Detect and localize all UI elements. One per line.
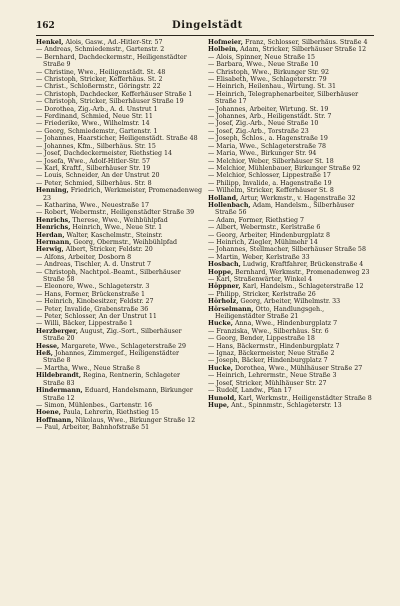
directory-entry <box>208 246 374 253</box>
directory-entry <box>36 328 202 343</box>
directory-entry <box>36 224 202 231</box>
directory-entry <box>36 202 202 209</box>
entry-details: — Josef, Zig.-Arb., Torstraße 23 <box>208 127 309 135</box>
directory-entry <box>208 61 374 68</box>
entry-details: — Joseph, Bäcker, Hindenburgplatz 7 <box>208 357 328 365</box>
entry-details: — Georg, Schmiedemstr., Gartenstr. 1 <box>36 127 158 135</box>
directory-entry <box>36 98 202 105</box>
entry-details: — Josef, Stricker, Mühlhäuser Str. 27 <box>208 379 327 387</box>
entry-details: — Christoph, Stricker, Kefferhäus. St. 2 <box>36 76 163 84</box>
directory-entry <box>208 328 374 335</box>
entry-surname: Henrichs, <box>36 216 71 224</box>
directory-entry <box>208 165 374 172</box>
directory-entry <box>36 232 202 239</box>
entry-details: Walter, Kaschelmstr., Steinstr. <box>64 231 163 239</box>
directory-entry <box>208 372 374 379</box>
directory-entry <box>36 76 202 83</box>
entry-surname: Hunold, <box>208 394 237 402</box>
entry-details: — Karl, Kraftf., Silberhäuser Str. 19 <box>36 164 151 172</box>
entry-details: — Martha, Wwe., Neue Straße 8 <box>36 364 141 372</box>
directory-entry <box>208 306 374 321</box>
entry-surname: Herwig, <box>36 246 64 254</box>
directory-entry <box>36 135 202 142</box>
directory-entry <box>208 39 374 46</box>
directory-entry <box>36 343 202 350</box>
entry-surname: Hoffmann, <box>36 416 74 424</box>
entry-details: — Georg, Bender, Lippestraße 18 <box>208 335 315 343</box>
directory-entry <box>36 417 202 424</box>
entry-details: — Barbara, Wwe., Neue Straße 10 <box>208 61 319 69</box>
entry-details: — Johannes, Stellmacher, Silberhäuser Straße 58 <box>208 246 366 254</box>
directory-entry <box>208 135 374 142</box>
entry-details: Artur, Werkmstr., v. Hagenstraße 32 <box>238 194 356 202</box>
directory-entry <box>36 69 202 76</box>
entry-details: Therese, Wwe., Weihbühlpfad <box>70 216 168 224</box>
entry-details: Eduard, Handelsmann, Birkunger Straße 12 <box>43 387 193 402</box>
directory-entry <box>36 165 202 172</box>
entry-details: — Josef, Dachdeckermeister, Riethstieg 14 <box>36 150 173 158</box>
entry-details: — Wilhelm, Stricker, Kefferhäuser St. 8 <box>208 187 334 195</box>
entry-details: — Christoph, Wwe., Birkunger Str. 92 <box>208 68 329 76</box>
entry-details: Bernhard, Werkmstr., Promenadenweg 23 <box>233 268 370 276</box>
directory-entry <box>208 291 374 298</box>
directory-entry <box>36 402 202 409</box>
entry-details: — Georg, Arbeiter, Hindenburgplatz 8 <box>208 231 330 239</box>
entry-details: — Karl, Straßenwärter, Winkel 4 <box>208 276 313 283</box>
entry-surname: Höppner, <box>208 283 241 291</box>
directory-entry <box>36 172 202 179</box>
directory-entry <box>208 46 374 53</box>
entry-details: — Philipp, Stricker, Kerlstraße 26 <box>208 290 316 298</box>
entry-surname: Heß, <box>36 350 53 358</box>
directory-entry <box>36 306 202 313</box>
directory-column-right <box>208 39 374 432</box>
entry-details: — Philipp, Invalide, a. Hagenstraße 19 <box>208 179 332 187</box>
entry-details: — Hans, Former, Brückenstraße 1 <box>36 290 145 298</box>
entry-details: — Maria, Wwe., Schlageterstraße 78 <box>208 142 327 150</box>
entry-surname: Holland, <box>208 194 239 202</box>
directory-entry <box>36 254 202 261</box>
directory-entry <box>208 143 374 150</box>
entry-details: — Franziska, Wwe., Silberhäus. Str. 6 <box>208 327 329 335</box>
directory-entry <box>208 298 374 305</box>
page-number: 162 <box>36 21 55 31</box>
directory-entry <box>208 254 374 261</box>
entry-details: Anna, Wwe., Hindenburgplatz 7 <box>232 320 338 328</box>
entry-details: — Ferdinand, Schmied, Neue Str. 11 <box>36 113 153 121</box>
directory-entry <box>36 46 202 53</box>
entry-details: — Louis, Schneider, An der Unstrut 20 <box>36 172 160 180</box>
directory-entry <box>36 143 202 150</box>
directory-entry <box>208 172 374 179</box>
directory-entry <box>208 239 374 246</box>
entry-surname: Hörselmann, <box>208 305 254 313</box>
entry-details: — Johannes, Arbeiter, Wirtung. St. 19 <box>208 105 329 113</box>
entry-details: — Peter, Invalide, Grabenstraße 36 <box>36 305 149 313</box>
directory-entry <box>36 269 202 284</box>
entry-surname: Hosbach, <box>208 261 241 269</box>
entry-details: — Dorothea, Zig.-Arb., A. d. Unstrut 1 <box>36 105 158 113</box>
entry-surname: Hupe, <box>208 401 230 409</box>
entry-details: — Robert, Webermstr., Heiligenstädter Straße 39 <box>36 209 195 217</box>
directory-entry <box>208 395 374 402</box>
directory-entry <box>208 380 374 387</box>
entry-details: Georg, Obermstr., Weihbühlpfad <box>71 238 178 246</box>
entry-details: Georg, Arbeiter, Wilhelmstr. 33 <box>238 298 341 306</box>
entry-details: Margarete, Wwe., Schlageterstraße 29 <box>59 342 186 350</box>
directory-entry <box>208 217 374 224</box>
directory-entry <box>36 83 202 90</box>
entry-surname: Hildebrandt, <box>36 372 82 380</box>
entry-details: — Friederike, Wwe., Wilhelmstr. 14 <box>36 120 150 128</box>
entry-details: Albert, Stricker, Feldstr. 20 <box>63 246 153 254</box>
entry-details: — Christoph, Dachdecker, Kefferhäuser Straße 1 <box>36 90 193 98</box>
entry-details: — Hans, Bäckermstr., Hindenburgplatz 7 <box>208 342 340 350</box>
entry-details: — Alfons, Arbeiter, Dosborn 8 <box>36 253 132 261</box>
directory-entry <box>36 365 202 372</box>
page-header <box>36 20 374 36</box>
entry-details: Paula, Lehrerin, Riethstieg 15 <box>60 409 159 417</box>
entry-details: — Ignaz, Bäckermeister, Neue Straße 2 <box>208 350 335 358</box>
directory-entry <box>208 402 374 409</box>
entry-surname: Hoppe, <box>208 268 234 276</box>
directory-entry <box>36 313 202 320</box>
entry-details: Franz, Schlosser, Silberhäus. Straße 4 <box>242 39 368 46</box>
entry-details: — Christine, Wwe., Heiligenstädt. St. 48 <box>36 68 166 76</box>
entry-details: — Paul, Arbeiter, Bahnhofstraße 51 <box>36 424 150 432</box>
entry-details: Ant., Spinnmstr., Schlageterstr. 13 <box>229 401 342 409</box>
directory-entry <box>36 150 202 157</box>
directory-entry <box>36 298 202 305</box>
entry-details: Regina, Rentnerin, Schlageter Straße 83 <box>43 372 180 387</box>
directory-entry <box>208 350 374 357</box>
directory-entry <box>208 283 374 290</box>
entry-details: — Simon, Mühlenbes., Gartenstr. 16 <box>36 401 152 409</box>
directory-entry <box>208 261 374 268</box>
directory-entry <box>208 76 374 83</box>
entry-details: — Johannes, Haarsticher, Heiligenstädt. Straße 48 <box>36 135 198 143</box>
directory-entry <box>208 158 374 165</box>
directory-entry <box>36 372 202 387</box>
directory-entry <box>36 128 202 135</box>
directory-entry <box>208 128 374 135</box>
entry-details: — Heinrich, Kinobesitzer, Feldstr. 27 <box>36 298 154 306</box>
entry-surname: Hindermann, <box>36 387 83 395</box>
directory-entry <box>36 113 202 120</box>
entry-details: — Heinrich, Lehrermstr., Neue Straße 3 <box>208 372 337 380</box>
entry-details: Otto, Handlungsgeh., Heiligenstädter Straße 21 <box>215 305 325 321</box>
directory-entry <box>208 232 374 239</box>
entry-details: Friedrich, Werkmeister, Promenadenweg 23 <box>43 187 202 202</box>
entry-details: — Adam, Former, Riethstieg 7 <box>208 216 305 224</box>
entry-details: — Heinrich, Ziegler, Mühlmehr 14 <box>208 238 318 246</box>
entry-surname: Hucke, <box>208 320 233 328</box>
directory-entry <box>208 269 374 276</box>
directory-entry <box>208 113 374 120</box>
directory-entry <box>208 365 374 372</box>
entry-surname: Holbein, <box>208 46 239 54</box>
entry-surname: Herdan, <box>36 231 65 239</box>
entry-details: — Melchior, Mühlenbauer, Birkunger Straße 92 <box>208 164 361 172</box>
entry-details: — Andreas, Schmiedemstr., Gartenstr. 2 <box>36 46 165 54</box>
entry-details: Dorothea, Wwe., Mühlhäuser Straße 27 <box>232 364 363 372</box>
entry-details: — Melchior, Weber, Silberhäuser St. 18 <box>208 157 334 165</box>
entry-surname: Hofmeier, <box>208 39 243 46</box>
entry-details: Adam, Stricker, Silberhäuser Straße 12 <box>238 46 367 54</box>
directory-entry <box>208 320 374 327</box>
entry-details: — Andreas, Tischler, A. d. Unstrut 7 <box>36 261 152 269</box>
directory-entry <box>36 350 202 365</box>
entry-details: August, Zig.-Sort., Silberhäuser Straße 20 <box>43 327 182 343</box>
directory-entry <box>36 106 202 113</box>
entry-details: Ludwig, Kraftfahrer, Brückenstraße 4 <box>240 261 364 269</box>
entry-surname: Henning, <box>36 187 69 195</box>
entry-details: — Maria, Wwe., Birkunger Str. 94 <box>208 150 317 158</box>
entry-details: — Peter, Schmied, Silberhäus. Str. 8 <box>36 179 152 187</box>
directory-entry <box>208 150 374 157</box>
directory-entry <box>36 239 202 246</box>
running-title: Dingelstädt <box>172 20 243 31</box>
directory-entry <box>36 180 202 187</box>
directory-entry <box>208 202 374 217</box>
entry-surname: Hucke, <box>208 364 233 372</box>
directory-entry <box>36 409 202 416</box>
entry-details: — Melchior, Schlosser, Lippestraße 17 <box>208 172 331 180</box>
entry-details: — Johannes, Kfm., Silberhäus. Str. 15 <box>36 142 156 150</box>
entry-details: — Willi, Bäcker, Lippestraße 1 <box>36 320 133 328</box>
entry-details: — Heinrich, Telegraphenarbeiter, Silberhäuser Straße 17 <box>208 90 359 106</box>
entry-details: Johannes, Zimmergef., Heiligenstädter Straße 8 <box>43 350 179 365</box>
entry-details: — Josefa, Wwe., Adolf-Hitler-Str. 57 <box>36 157 150 165</box>
directory-entry <box>208 335 374 342</box>
directory-entry <box>208 224 374 231</box>
entry-details: — Alois, Spinner, Neue Straße 15 <box>208 53 315 61</box>
directory-entry <box>208 120 374 127</box>
directory-entry <box>36 246 202 253</box>
entry-details: — Elisabeth, Wwe., Schlageterstr. 79 <box>208 76 327 84</box>
entry-surname: Hesse, <box>36 342 60 350</box>
directory-entry <box>208 69 374 76</box>
directory-entry <box>36 387 202 402</box>
directory-entry <box>208 54 374 61</box>
entry-details: — Christoph, Stricker, Silberhäuser Straße 19 <box>36 98 184 106</box>
entry-details: — Christ., Schloßermstr., Göringstr. 22 <box>36 83 161 91</box>
entry-details: — Albert, Webermstr., Kerlstraße 6 <box>208 224 321 232</box>
entry-surname: Herzberger, <box>36 327 79 335</box>
directory-entry <box>208 387 374 394</box>
entry-details: — Rudolf, Landw., Plan 17 <box>208 387 292 395</box>
entry-details: Karl, Handelsm., Schlageterstraße 12 <box>240 283 364 291</box>
directory-column-left <box>36 39 202 432</box>
directory-entry <box>208 187 374 194</box>
directory-entry <box>36 54 202 69</box>
entry-details: — Christoph, Nachtpol.-Beamt., Silberhäuser Straße 58 <box>36 268 181 283</box>
entry-details: — Martin, Weber, Kerlstraße 33 <box>208 253 310 261</box>
directory-entry <box>36 283 202 290</box>
directory-columns <box>36 39 374 432</box>
directory-entry <box>208 195 374 202</box>
entry-details: — Bernhard, Dachdeckermstr., Heiligenstädter Straße 9 <box>36 53 187 69</box>
entry-details: Nikolaus, Wwe., Birkunger Straße 12 <box>73 416 196 424</box>
directory-entry <box>36 320 202 327</box>
directory-entry <box>36 209 202 216</box>
directory-entry <box>36 120 202 127</box>
entry-details: Alois, Gasw., Ad.-Hitler-Str. 57 <box>63 39 163 46</box>
directory-entry <box>36 424 202 431</box>
directory-entry <box>208 83 374 90</box>
directory-entry <box>208 343 374 350</box>
entry-surname: Henrichs, <box>36 224 71 232</box>
entry-details: — Eleonore, Wwe., Schlageterstr. 3 <box>36 283 150 291</box>
entry-details: — Johannes, Arb., Heiligenstädt. Str. 7 <box>208 113 332 121</box>
directory-entry <box>36 187 202 202</box>
entry-details: — Josef, Zig.-Arb., Neue Straße 10 <box>208 120 319 128</box>
entry-details: Adam, Handelsm., Silberhäuser Straße 56 <box>215 201 355 217</box>
directory-entry <box>36 217 202 224</box>
entry-details: — Heinrich, Heilenhau., Wirtung. St. 31 <box>208 83 337 91</box>
entry-surname: Henkel, <box>36 39 64 46</box>
directory-entry <box>36 39 202 46</box>
directory-entry <box>208 106 374 113</box>
directory-entry <box>208 91 374 106</box>
entry-details: — Peter, Schlosser, An der Unstrut 11 <box>36 313 157 321</box>
directory-entry <box>208 276 374 283</box>
directory-entry <box>36 261 202 268</box>
entry-details: Heinrich, Wwe., Neue Str. 1 <box>70 224 163 232</box>
directory-entry <box>36 158 202 165</box>
entry-surname: Hermann, <box>36 238 72 246</box>
directory-entry <box>36 291 202 298</box>
directory-entry <box>36 91 202 98</box>
entry-details: — Katharina, Wwe., Neuestraße 17 <box>36 201 150 209</box>
entry-details: Karl, Werkmstr., Heiligenstädter Straße 8 <box>236 394 372 402</box>
entry-surname: Hörholz, <box>208 298 239 306</box>
entry-details: — Joseph, Schlos., a. Hagenstraße 19 <box>208 135 328 143</box>
directory-entry <box>208 180 374 187</box>
entry-surname: Hollenbach, <box>208 201 251 209</box>
entry-surname: Hoene, <box>36 409 61 417</box>
directory-entry <box>208 357 374 364</box>
